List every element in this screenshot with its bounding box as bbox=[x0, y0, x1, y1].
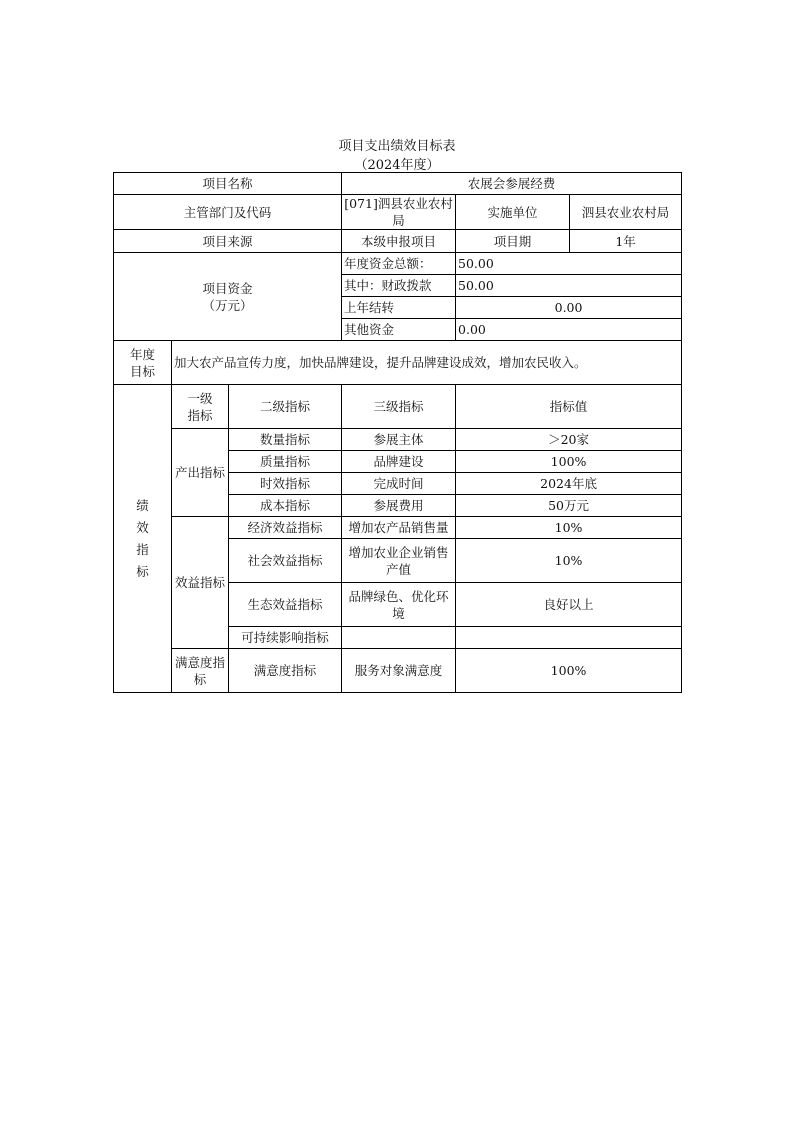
output-label: 产出指标 bbox=[172, 429, 229, 517]
benefit-l3 bbox=[342, 583, 456, 627]
impl-unit-value: 泗县农业农村局 bbox=[570, 195, 682, 230]
output-value: ＞20家 bbox=[456, 429, 682, 451]
funds-other-value: 0.00 bbox=[456, 319, 682, 341]
output-l2: 成本指标 bbox=[229, 495, 342, 517]
funds-carryover-label: 上年结转 bbox=[342, 297, 456, 319]
funds-other-label: 其他资金 bbox=[342, 319, 456, 341]
table-row bbox=[114, 230, 682, 253]
table-row bbox=[114, 649, 682, 693]
benefit-l3-line2: 产值 bbox=[386, 561, 412, 577]
benefit-value: 10% bbox=[456, 539, 682, 583]
period-value: 1年 bbox=[570, 230, 682, 253]
benefit-l2: 可持续影响指标 bbox=[229, 627, 342, 649]
header-value: 指标值 bbox=[456, 385, 682, 429]
perf-label-char: 效 bbox=[136, 519, 149, 535]
perf-label bbox=[114, 385, 172, 693]
table-row bbox=[114, 517, 682, 539]
funds-carryover-value: 0.00 bbox=[456, 297, 682, 319]
impl-unit-label: 实施单位 bbox=[456, 195, 570, 230]
performance-table bbox=[113, 172, 682, 693]
benefit-l3 bbox=[342, 627, 456, 649]
funds-total-value: 50.00 bbox=[456, 253, 682, 275]
header-level1 bbox=[172, 385, 229, 429]
funds-label-line1: 项目资金 bbox=[202, 280, 253, 296]
satisfaction-label bbox=[172, 649, 229, 693]
benefit-value bbox=[456, 627, 682, 649]
funds-fiscal-label: 其中：财政拨款 bbox=[342, 275, 456, 297]
table-row bbox=[114, 341, 682, 385]
output-l3: 品牌建设 bbox=[342, 451, 456, 473]
funds-fiscal-value: 50.00 bbox=[456, 275, 682, 297]
perf-label-char: 指 bbox=[136, 541, 149, 557]
period-label: 项目期 bbox=[456, 230, 570, 253]
header-level1-line2: 指标 bbox=[187, 407, 213, 423]
annual-goal-label-line2: 目标 bbox=[129, 363, 155, 379]
funds-label-line2: （万元） bbox=[202, 297, 253, 313]
dept-value: [071]泗县农业农村局 bbox=[342, 195, 456, 230]
page-subtitle-year: （2024年度） bbox=[354, 158, 440, 173]
satisfaction-label-line1: 满意度指 bbox=[174, 654, 225, 670]
satisfaction-l3: 服务对象满意度 bbox=[342, 649, 456, 693]
output-value: 50万元 bbox=[456, 495, 682, 517]
table-row bbox=[114, 385, 682, 429]
benefit-l2: 经济效益指标 bbox=[229, 517, 342, 539]
satisfaction-value: 100% bbox=[456, 649, 682, 693]
project-name-value: 农展会参展经费 bbox=[342, 173, 682, 195]
project-name-label: 项目名称 bbox=[114, 173, 342, 195]
satisfaction-l2: 满意度指标 bbox=[229, 649, 342, 693]
output-l2: 数量指标 bbox=[229, 429, 342, 451]
table-row bbox=[114, 253, 682, 275]
funds-total-label: 年度资金总额： bbox=[342, 253, 456, 275]
page-title: 项目支出绩效目标表 bbox=[338, 139, 456, 154]
benefit-l2: 生态效益指标 bbox=[229, 583, 342, 627]
output-value: 2024年底 bbox=[456, 473, 682, 495]
benefit-l3 bbox=[342, 539, 456, 583]
benefit-l3: 增加农产品销售量 bbox=[342, 517, 456, 539]
output-l3: 完成时间 bbox=[342, 473, 456, 495]
perf-label-char: 标 bbox=[136, 563, 149, 579]
table-row bbox=[114, 429, 682, 451]
dept-label: 主管部门及代码 bbox=[114, 195, 342, 230]
output-value: 100% bbox=[456, 451, 682, 473]
benefit-l3-line2: 境 bbox=[392, 605, 405, 621]
header-level3: 三级指标 bbox=[342, 385, 456, 429]
table-row bbox=[114, 173, 682, 195]
output-l3: 参展主体 bbox=[342, 429, 456, 451]
output-l2: 质量指标 bbox=[229, 451, 342, 473]
output-l3: 参展费用 bbox=[342, 495, 456, 517]
benefit-l2: 社会效益指标 bbox=[229, 539, 342, 583]
header-level1-line1: 一级 bbox=[187, 390, 213, 406]
funds-label bbox=[114, 253, 342, 341]
benefit-l3-line1: 品牌绿色、优化环 bbox=[348, 588, 449, 604]
satisfaction-label-line2: 标 bbox=[193, 671, 207, 687]
output-l2: 时效指标 bbox=[229, 473, 342, 495]
source-value: 本级申报项目 bbox=[342, 230, 456, 253]
benefit-value: 良好以上 bbox=[456, 583, 682, 627]
benefit-l3-line1: 增加农业企业销售 bbox=[348, 544, 449, 560]
annual-goal-label-line1: 年度 bbox=[129, 346, 155, 362]
perf-label-char: 绩 bbox=[136, 497, 149, 513]
annual-goal-label bbox=[114, 341, 172, 385]
header-level2: 二级指标 bbox=[229, 385, 342, 429]
benefit-label: 效益指标 bbox=[172, 517, 229, 649]
benefit-value: 10% bbox=[456, 517, 682, 539]
annual-goal-text: 加大农产品宣传力度，加快品牌建设，提升品牌建设成效，增加农民收入。 bbox=[172, 341, 682, 385]
table-row bbox=[114, 195, 682, 230]
source-label: 项目来源 bbox=[114, 230, 342, 253]
